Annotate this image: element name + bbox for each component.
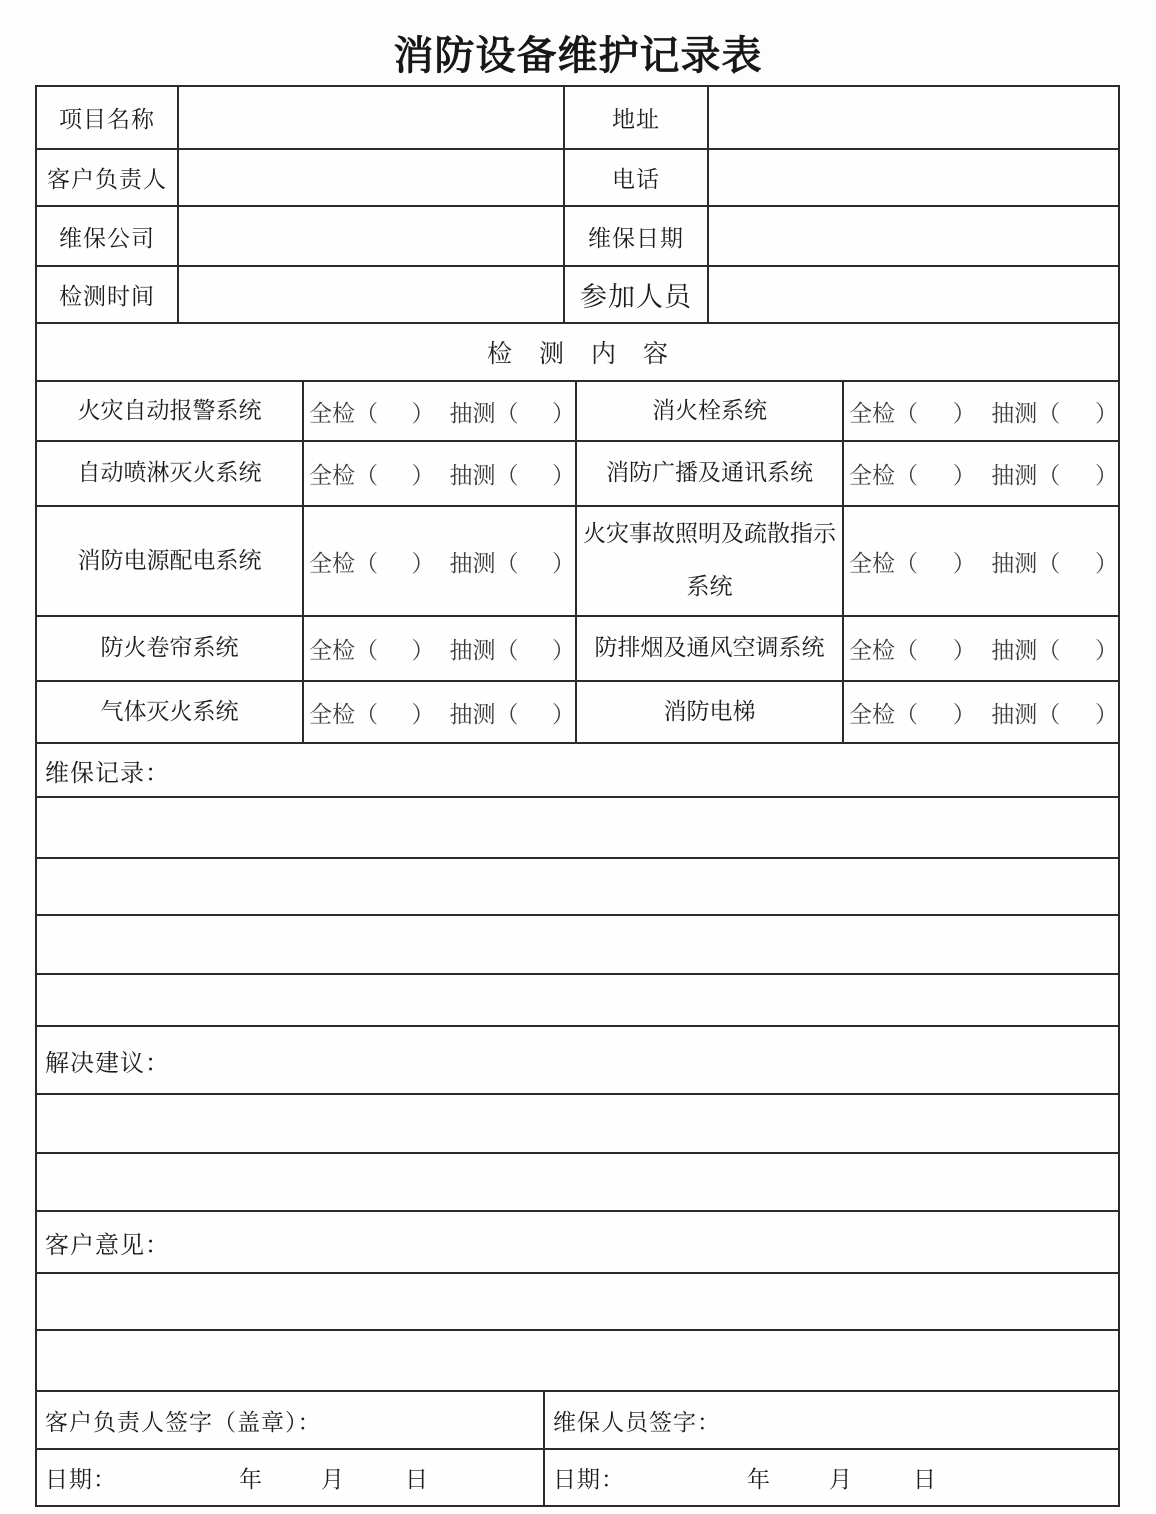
info-row-customer [37, 150, 1118, 207]
participants-label: 参加人员 [565, 267, 709, 322]
system-name: 消防电梯 [577, 682, 844, 742]
month-label: 月 [829, 1467, 853, 1492]
sample-check-label: 抽测（ [449, 400, 519, 426]
system-name: 火灾事故照明及疏散指示系统 [577, 507, 844, 615]
full-check-label: 全检（ [309, 638, 378, 663]
close-paren: ） [1094, 701, 1118, 727]
check-options [304, 682, 577, 742]
day-label: 日 [405, 1467, 429, 1492]
maintenance-record-blank-line [37, 916, 1118, 975]
customer-opinion-blank-line [37, 1331, 1118, 1392]
maintenance-date-label: 维保日期 [565, 207, 709, 265]
system-name: 消防广播及通讯系统 [577, 442, 844, 505]
full-check-label: 全检（ [849, 463, 918, 488]
check-options [844, 617, 1118, 680]
maintenance-record-blank-line [37, 975, 1118, 1027]
inspection-time-value [179, 267, 565, 322]
close-paren: ） [411, 463, 435, 488]
check-options [304, 382, 577, 440]
close-paren: ） [1094, 400, 1118, 426]
customer-contact-value [179, 150, 565, 205]
info-row-project [37, 87, 1118, 150]
info-row-inspection-time [37, 267, 1118, 324]
participants-value [709, 267, 1118, 322]
system-name: 自动喷淋灭火系统 [37, 442, 304, 505]
customer-opinion-label: 客户意见： [45, 1232, 170, 1259]
full-check-label: 全检（ [849, 638, 918, 663]
sample-check-label: 抽测（ [991, 638, 1061, 663]
suggestions-blank-line [37, 1154, 1118, 1212]
close-paren: ） [952, 638, 976, 663]
full-check-label: 全检（ [849, 400, 918, 426]
system-name: 消火栓系统 [577, 382, 844, 440]
close-paren: ） [552, 701, 575, 727]
maintenance-date-value [709, 207, 1118, 265]
customer-opinion-label-row [37, 1212, 1118, 1274]
full-check-label: 全检（ [849, 701, 918, 727]
system-name: 气体灭火系统 [37, 682, 304, 742]
close-paren: ） [1094, 463, 1118, 488]
full-check-label: 全检（ [309, 701, 378, 727]
check-options [844, 507, 1118, 615]
month-label: 月 [321, 1467, 345, 1492]
close-paren: ） [552, 550, 575, 576]
maintainer-date-cell [545, 1450, 1118, 1505]
customer-date-cell [37, 1450, 545, 1505]
close-paren: ） [1094, 550, 1118, 576]
maintenance-record-label-row [37, 744, 1118, 798]
project-name-label: 项目名称 [37, 87, 179, 148]
close-paren: ） [411, 638, 435, 663]
full-check-label: 全检（ [849, 550, 918, 576]
inspection-header-row [37, 324, 1118, 382]
close-paren: ） [952, 400, 976, 426]
inspection-row [37, 617, 1118, 682]
maintenance-record-label: 维保记录： [45, 760, 170, 787]
system-name: 防排烟及通风空调系统 [577, 617, 844, 680]
maintainer-sign-label: 维保人员签字： [553, 1409, 721, 1435]
check-options [844, 682, 1118, 742]
close-paren: ） [552, 400, 575, 426]
maintenance-record-blank-line [37, 859, 1118, 916]
close-paren: ） [411, 400, 435, 426]
form-table [35, 85, 1120, 1507]
close-paren: ） [411, 550, 435, 576]
customer-sign-label: 客户负责人签字（盖章）： [37, 1392, 545, 1448]
sample-check-label: 抽测（ [449, 638, 519, 663]
date-label: 日期： [553, 1467, 625, 1492]
day-label: 日 [913, 1467, 937, 1492]
check-options [304, 507, 577, 615]
suggestions-blank-line [37, 1095, 1118, 1154]
system-name: 消防电源配电系统 [37, 507, 304, 615]
close-paren: ） [952, 550, 976, 576]
sample-check-label: 抽测（ [991, 463, 1061, 488]
full-check-label: 全检（ [309, 400, 378, 426]
date-row [37, 1450, 1118, 1505]
info-row-company [37, 207, 1118, 267]
inspection-time-label: 检测时间 [37, 267, 179, 322]
date-label: 日期： [45, 1467, 117, 1492]
check-options [844, 442, 1118, 505]
full-check-label: 全检（ [309, 550, 378, 576]
check-options [844, 382, 1118, 440]
inspection-row [37, 682, 1118, 744]
close-paren: ） [952, 701, 976, 727]
year-label: 年 [239, 1467, 263, 1492]
suggestions-label-row [37, 1027, 1118, 1095]
address-label: 地址 [565, 87, 709, 148]
close-paren: ） [552, 638, 575, 663]
year-label: 年 [747, 1467, 771, 1492]
system-name: 防火卷帘系统 [37, 617, 304, 680]
phone-label: 电话 [565, 150, 709, 205]
suggestions-label: 解决建议： [45, 1050, 170, 1077]
project-name-value [179, 87, 565, 148]
close-paren: ） [1094, 638, 1118, 663]
inspection-content-header: 检测内容 [486, 341, 695, 368]
sample-check-label: 抽测（ [449, 701, 519, 727]
form-title: 消防设备维护记录表 [393, 33, 763, 78]
system-name: 火灾自动报警系统 [37, 382, 304, 440]
sample-check-label: 抽测（ [991, 550, 1061, 576]
maintenance-record-blank-line [37, 798, 1118, 859]
check-options [304, 442, 577, 505]
close-paren: ） [552, 463, 575, 488]
sample-check-label: 抽测（ [991, 400, 1061, 426]
inspection-row [37, 442, 1118, 507]
phone-value [709, 150, 1118, 205]
sample-check-label: 抽测（ [991, 701, 1061, 727]
address-value [709, 87, 1118, 148]
inspection-row [37, 382, 1118, 442]
signature-row [37, 1392, 1118, 1450]
sample-check-label: 抽测（ [449, 463, 519, 488]
maintenance-company-value [179, 207, 565, 265]
full-check-label: 全检（ [309, 463, 378, 488]
check-options [304, 617, 577, 680]
close-paren: ） [952, 463, 976, 488]
sample-check-label: 抽测（ [449, 550, 519, 576]
inspection-row [37, 507, 1118, 617]
close-paren: ） [411, 701, 435, 727]
maintenance-company-label: 维保公司 [37, 207, 179, 265]
customer-contact-label: 客户负责人 [37, 150, 179, 205]
customer-opinion-blank-line [37, 1274, 1118, 1331]
